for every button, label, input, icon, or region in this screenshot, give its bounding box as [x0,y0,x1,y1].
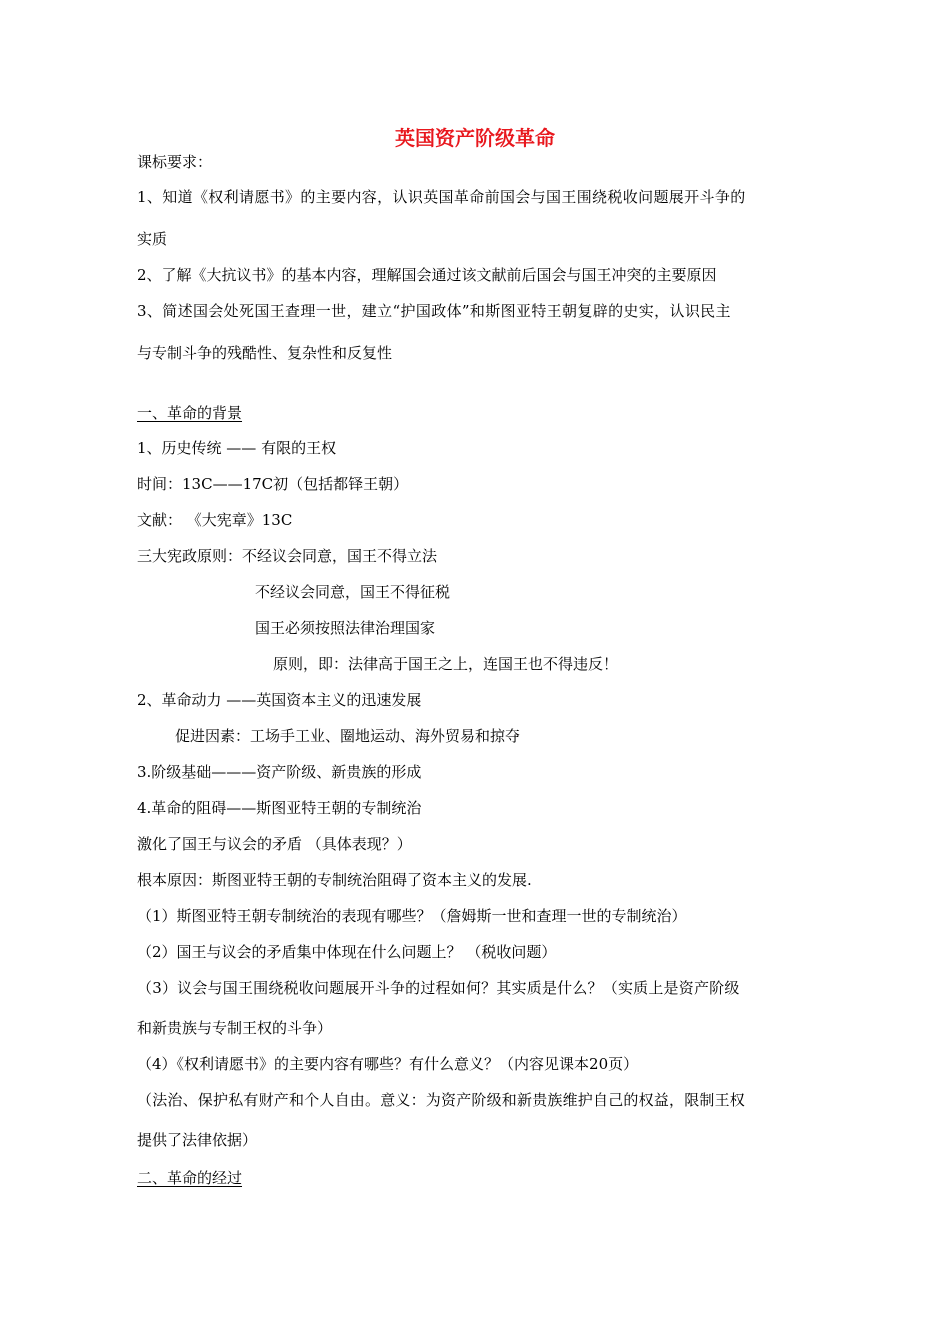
background-item-4: 4.革命的阻碍——斯图亚特王朝的专制统治 [137,799,422,817]
section-heading-background: 一、革命的背景 [137,404,243,422]
question-3-line-1: （3）议会与国王围绕税收问题展开斗争的过程如何？其实质是什么？（实质上是资产阶级 [137,979,740,997]
principle-note: 原则，即：法律高于国王之上，连国王也不得违反！ [273,655,619,673]
requirement-3-line-1: 3、简述国会处死国王查理一世，建立“护国政体”和斯图亚特王朝复辟的史实，认识民主 [137,302,731,320]
principles-line-1: 三大宪政原则：不经议会同意，国王不得立法 [137,547,438,565]
question-1: （1）斯图亚特王朝专制统治的表现有哪些？（詹姆斯一世和查理一世的专制统治） [137,907,687,925]
principles-line-2: 不经议会同意，国王不得征税 [255,583,451,601]
background-item-2: 2、革命动力 ——英国资本主义的迅速发展 [137,691,422,709]
question-3-line-2: 和新贵族与专制王权的斗争） [137,1019,333,1037]
background-document: 文献： 《大宪章》13C [137,511,293,529]
question-4-answer-line-1: （法治、保护私有财产和个人自由。意义：为资产阶级和新贵族维护自己的权益，限制王权 [137,1091,746,1109]
background-item-3: 3.阶级基础———资产阶级、新贵族的形成 [137,763,422,781]
requirement-3-line-2: 与专制斗争的残酷性、复杂性和反复性 [137,344,393,362]
question-4: （4）《权利请愿书》的主要内容有哪些？有什么意义？（内容见课本20页） [137,1055,639,1073]
background-time: 时间：13C——17C初（包括都铎王朝） [137,475,409,493]
question-2: （2）国王与议会的矛盾集中体现在什么问题上？ （税收问题） [137,943,557,961]
question-4-answer-line-2: 提供了法律依据） [137,1131,258,1149]
root-cause: 根本原因：斯图亚特王朝的专制统治阻碍了资本主义的发展. [137,871,532,889]
requirement-1-line-2: 实质 [137,230,168,248]
principles-line-3: 国王必须按照法律治理国家 [255,619,436,637]
intensified-conflict: 激化了国王与议会的矛盾 （具体表现？） [137,835,412,853]
promoting-factors: 促进因素：工场手工业、圈地运动、海外贸易和掠夺 [175,727,521,745]
background-item-1: 1、历史传统 —— 有限的王权 [137,439,337,457]
section-heading-process: 二、革命的经过 [137,1169,243,1187]
requirements-heading: 课标要求： [137,153,213,171]
requirement-1-line-1: 1、知道《权利请愿书》的主要内容，认识英国革命前国会与国王围绕税收问题展开斗争的 [137,188,746,206]
page-title: 英国资产阶级革命 [395,126,555,150]
requirement-2: 2、了解《大抗议书》的基本内容，理解国会通过该文献前后国会与国王冲突的主要原因 [137,266,717,284]
